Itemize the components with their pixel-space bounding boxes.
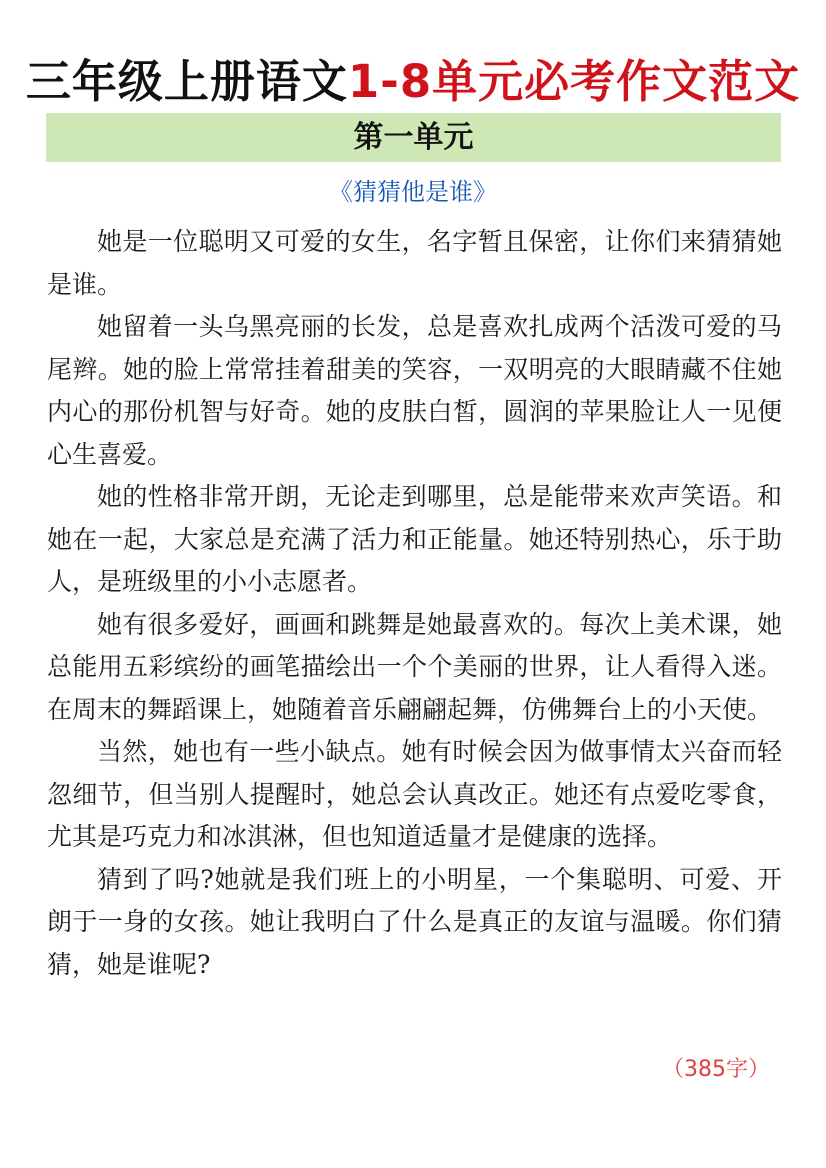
unit-heading-label: 第一单元 <box>353 120 474 155</box>
essay-paragraph: 她留着一头乌黑亮丽的长发，总是喜欢扎成两个活泼可爱的马尾辫。她的脸上常常挂着甜美的笑容，一双明亮的大眼睛藏不住她内心的那份机智与好奇。她的皮肤白皙，圆润的苹果脸让人一见便心生喜爱。 <box>47 312 782 469</box>
essay-paragraph: 她的性格非常开朗，无论走到哪里，总是能带来欢声笑语。和她在一起，大家总是充满了活力和正能量。她还特别热心，乐于助人，是班级里的小小志愿者。 <box>47 482 782 596</box>
main-title-topic: 1-8单元必考作文范文 <box>347 55 801 108</box>
essay-title: 《猜猜他是谁》 <box>329 178 497 206</box>
essay-paragraph: 当然，她也有一些小缺点。她有时候会因为做事情太兴奋而轻忽细节，但当别人提醒时，她总会认真改正。她还有点爱吃零食，尤其是巧克力和冰淇淋，但也知道适量才是健康的选择。 <box>47 737 782 851</box>
essay-paragraph: 她有很多爱好，画画和跳舞是她最喜欢的。每次上美术课，她总能用五彩缤纷的画笔描绘出一个个美丽的世界，让人看得入迷。在周末的舞蹈课上，她随着音乐翩翩起舞，仿佛舞台上的小天使。 <box>47 609 782 724</box>
essay-paragraph: 猜到了吗?她就是我们班上的小明星，一个集聪明、可爱、开朗于一身的女孩。她让我明白了什么是真正的友谊与温暖。你们猜猜，她是谁呢? <box>47 864 782 979</box>
main-title-grade: 三年级上册语文 <box>25 55 348 108</box>
unit-heading-bar <box>46 113 781 162</box>
main-title <box>0 52 826 112</box>
essay-paragraph: 她是一位聪明又可爱的女生，名字暂且保密，让你们来猜猜她是谁。 <box>47 227 782 299</box>
word-count: （385字） <box>662 1057 770 1082</box>
essay-body <box>47 221 782 986</box>
